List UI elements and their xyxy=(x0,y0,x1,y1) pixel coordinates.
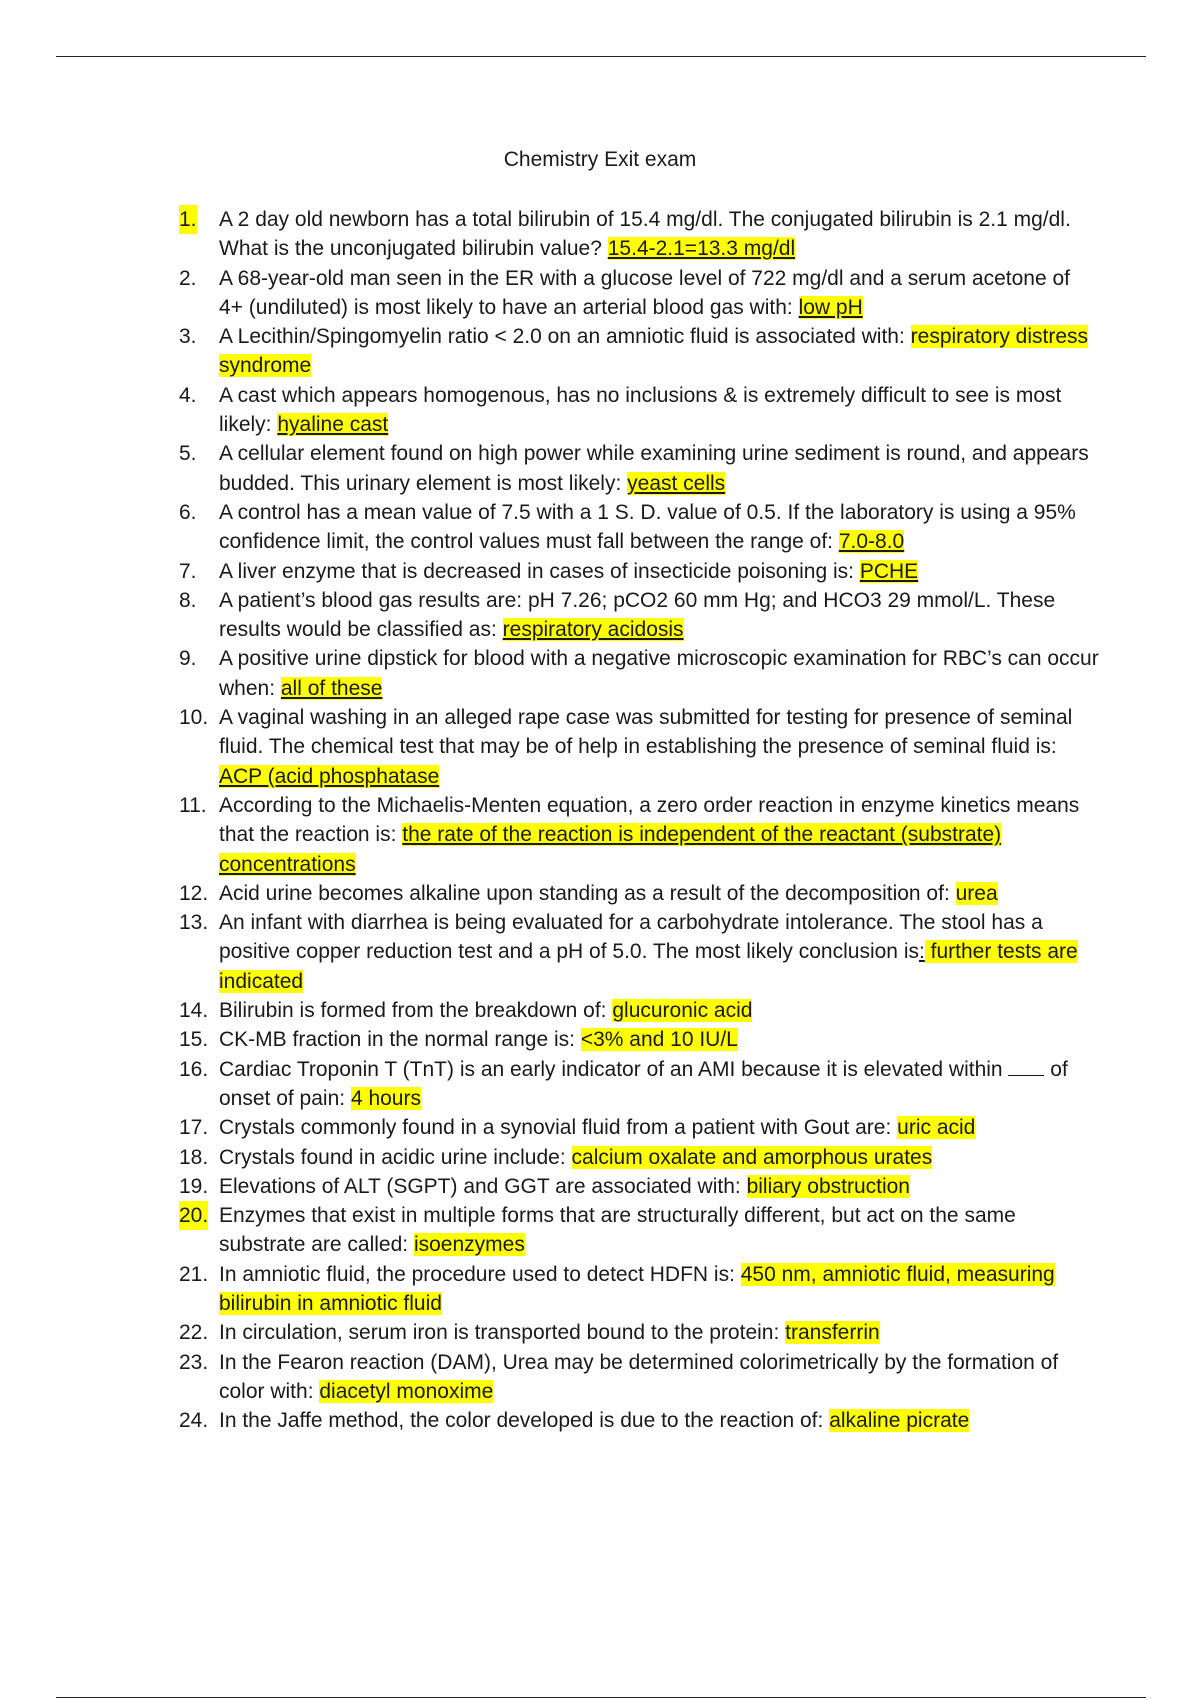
question-number: 2. xyxy=(179,266,197,290)
answer-highlight: 7.0-8.0 xyxy=(838,530,905,554)
question-number: 13. xyxy=(179,911,209,935)
question-number: 4. xyxy=(179,383,197,407)
question-text: CK-MB fraction in the normal range is: xyxy=(219,1028,581,1052)
answer-highlight: transferrin xyxy=(785,1321,880,1345)
question-item xyxy=(179,879,1099,908)
question-item xyxy=(179,703,1099,791)
answer-highlight: <3% and 10 IU/L xyxy=(580,1028,738,1052)
question-item xyxy=(179,1406,1099,1435)
question-item xyxy=(179,264,1099,323)
question-text: A cast which appears homogenous, has no inclusions & is extremely difficult to see is most likely: xyxy=(219,383,1062,437)
answer-highlight: PCHE xyxy=(859,559,919,583)
answer-highlight: ACP (acid phosphatase xyxy=(219,764,440,788)
question-text-after: of onset of pain: xyxy=(219,1057,1068,1110)
question-item xyxy=(179,1348,1099,1407)
question-number: 11. xyxy=(179,793,207,817)
answer-highlight: further tests are indicated xyxy=(219,940,1078,993)
question-text: Bilirubin is formed from the breakdown of: xyxy=(219,999,613,1023)
question-item xyxy=(179,205,1099,264)
question-item xyxy=(179,1113,1099,1142)
question-item xyxy=(179,498,1099,557)
question-text: In amniotic fluid, the procedure used to detect HDFN is: xyxy=(219,1262,741,1286)
question-item xyxy=(179,322,1099,381)
question-text: Elevations of ALT (SGPT) and GGT are associated with: xyxy=(219,1174,747,1198)
question-text: Enzymes that exist in multiple forms that are structurally different, but act on the same substrate are called: xyxy=(219,1204,1016,1257)
answer-highlight: glucuronic acid xyxy=(612,999,753,1023)
answer-highlight: biliary obstruction xyxy=(746,1174,910,1198)
answer-highlight: urea xyxy=(955,881,998,905)
document-title: Chemistry Exit exam xyxy=(503,148,697,171)
question-text: A 2 day old newborn has a total bilirubin of 15.4 mg/dl. The conjugated bilirubin is 2.1 mg/dl. What is the unconjugated bilirubin value? xyxy=(219,208,1071,261)
answer-highlight: respiratory distress syndrome xyxy=(219,325,1089,378)
question-item xyxy=(179,439,1099,498)
question-text: In circulation, serum iron is transported bound to the protein: xyxy=(219,1321,786,1345)
question-item xyxy=(179,1172,1099,1201)
question-text: Crystals found in acidic urine include: xyxy=(219,1145,572,1169)
question-text: A 68-year-old man seen in the ER with a glucose level of 722 mg/dl and a serum acetone of 4+ (undiluted) is most likely to have an arterial blood gas with: xyxy=(219,266,1070,319)
question-number: 16. xyxy=(179,1057,209,1081)
question-number: 12. xyxy=(179,881,209,905)
question-item xyxy=(179,1318,1099,1347)
question-number: 15. xyxy=(179,1028,209,1052)
question-item xyxy=(179,644,1099,703)
question-list xyxy=(179,205,1099,1435)
answer-highlight: 450 nm, amniotic fluid, measuring bilirubin in amniotic fluid xyxy=(219,1262,1055,1315)
question-text: Cardiac Troponin T (TnT) is an early indicator of an AMI because it is elevated within xyxy=(219,1057,1009,1081)
answer-highlight: respiratory acidosis xyxy=(502,618,684,642)
question-item xyxy=(179,1201,1099,1260)
question-number: 17. xyxy=(179,1116,209,1140)
question-number: 21. xyxy=(179,1262,209,1286)
question-number: 8. xyxy=(179,588,197,612)
question-item xyxy=(179,791,1099,879)
answer-highlight: 15.4-2.1=13.3 mg/dl xyxy=(607,237,796,261)
question-text: A cellular element found on high power while examining urine sediment is round, and appears budded. This urinary element is most likely: xyxy=(219,442,1089,495)
answer-highlight: diacetyl monoxime xyxy=(319,1379,494,1403)
question-item xyxy=(179,1260,1099,1319)
question-number: 9. xyxy=(179,647,197,671)
question-item xyxy=(179,1025,1099,1054)
question-text: An infant with diarrhea is being evaluated for a carbohydrate intolerance. The stool has a positive copper reduction test and a pH of 5.0. The most likely conclusion is xyxy=(219,911,1043,964)
question-number: 19. xyxy=(179,1174,209,1198)
question-item xyxy=(179,908,1099,996)
question-text: In the Fearon reaction (DAM), Urea may be determined colorimetrically by the formation of color with: xyxy=(219,1350,1059,1403)
question-colon: : xyxy=(918,940,925,964)
question-number: 14. xyxy=(179,999,209,1023)
question-text: A positive urine dipstick for blood with a negative microscopic examination for RBC’s can occur when: xyxy=(219,647,1099,700)
question-number: 22. xyxy=(179,1321,209,1345)
question-number: 3. xyxy=(179,325,197,349)
answer-highlight: all of these xyxy=(280,676,383,700)
question-text: A patient’s blood gas results are: pH 7.26; pCO2 60 mm Hg; and HCO3 29 mmol/L. These results would be classified as: xyxy=(219,588,1056,642)
question-number: 24. xyxy=(179,1409,209,1433)
question-item xyxy=(179,381,1099,440)
bottom-rule xyxy=(56,1697,1146,1698)
fill-blank xyxy=(1008,1057,1044,1076)
question-number: 6. xyxy=(179,500,197,524)
question-text: A liver enzyme that is decreased in cases of insecticide poisoning is: xyxy=(219,559,860,583)
question-text: In the Jaffe method, the color developed is due to the reaction of: xyxy=(219,1409,830,1433)
question-text: Acid urine becomes alkaline upon standing as a result of the decomposition of: xyxy=(219,881,956,905)
question-text: A control has a mean value of 7.5 with a 1 S. D. value of 0.5. If the laboratory is using a 95% confidence limit, the control values must fall between the range of: xyxy=(219,500,1076,554)
question-item xyxy=(179,1055,1099,1114)
question-item xyxy=(179,1143,1099,1172)
question-number: 7. xyxy=(179,559,197,583)
question-number: 20. xyxy=(179,1201,208,1230)
question-item xyxy=(179,996,1099,1025)
answer-highlight: calcium oxalate and amorphous urates xyxy=(571,1145,933,1169)
answer-highlight: hyaline cast xyxy=(277,413,389,437)
top-rule xyxy=(56,56,1146,57)
question-item xyxy=(179,586,1099,645)
question-text: Crystals commonly found in a synovial fluid from a patient with Gout are: xyxy=(219,1116,898,1140)
question-item xyxy=(179,557,1099,586)
question-number: 1. xyxy=(179,205,197,234)
question-number: 5. xyxy=(179,442,197,466)
question-text: A vaginal washing in an alleged rape case was submitted for testing for presence of seminal fluid. The chemical test that may be of help in establishing the presence of seminal fluid is: xyxy=(219,706,1073,759)
question-text: A Lecithin/Spingomyelin ratio < 2.0 on an amniotic fluid is associated with: xyxy=(219,325,911,349)
question-text: According to the Michaelis-Menten equation, a zero order reaction in enzyme kinetics means that the reaction is: xyxy=(219,793,1080,847)
question-number: 10. xyxy=(179,706,209,730)
answer-highlight: the rate of the reaction is independent of the reactant (substrate) concentrations xyxy=(219,823,1002,876)
answer-highlight: alkaline picrate xyxy=(829,1409,970,1433)
answer-highlight: uric acid xyxy=(897,1116,976,1140)
answer-highlight: isoenzymes xyxy=(413,1233,525,1257)
question-number: 23. xyxy=(179,1350,209,1374)
answer-highlight: 4 hours xyxy=(350,1086,421,1110)
answer-highlight: low pH xyxy=(798,295,863,319)
question-number: 18. xyxy=(179,1145,209,1169)
answer-highlight: yeast cells xyxy=(627,471,726,495)
